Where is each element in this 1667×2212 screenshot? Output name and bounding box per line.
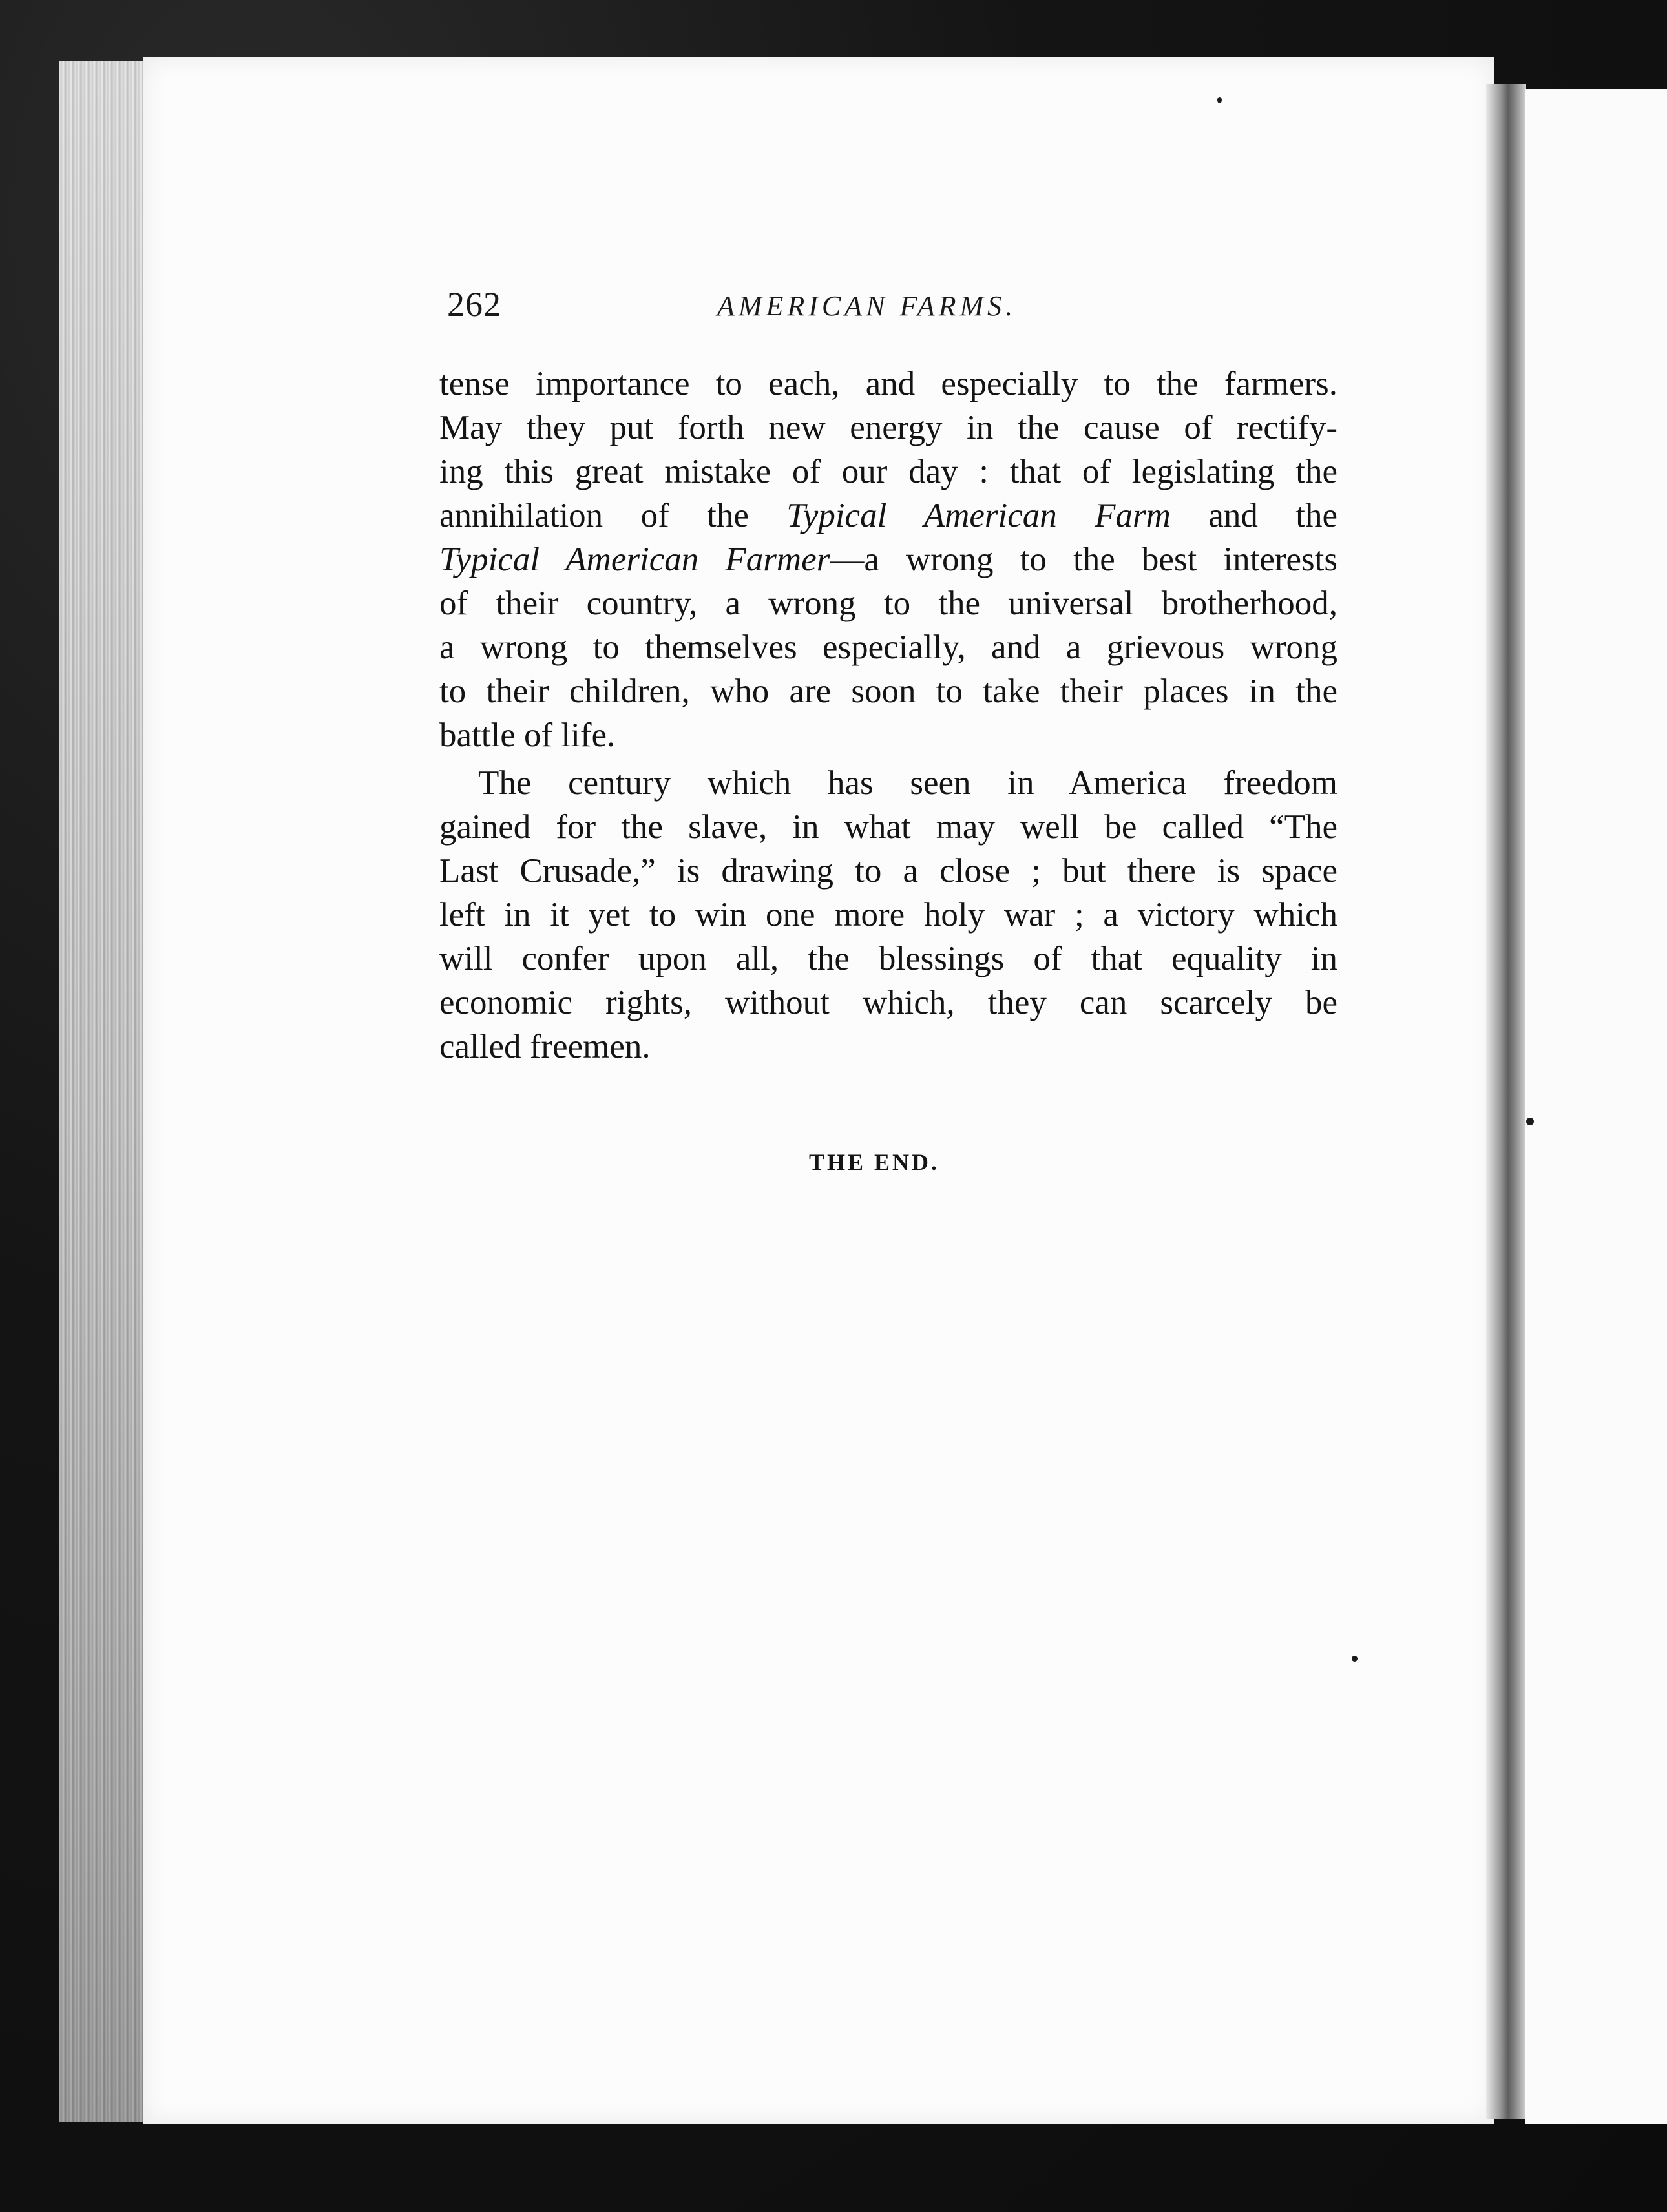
text-line: Last Crusade,” is drawing to a close ; but there is space — [439, 852, 1337, 890]
body-text — [439, 362, 1337, 1069]
text-line: a wrong to themselves especially, and a grievous wrong — [439, 629, 1337, 666]
ink-speck — [1352, 1656, 1358, 1662]
text-line: annihilation of the Typical American Farm and the — [439, 497, 1337, 534]
text-line: tense importance to each, and especially to the farmers. — [439, 365, 1337, 402]
ink-speck — [1526, 1118, 1534, 1125]
running-title: AMERICAN FARMS. — [717, 290, 1017, 322]
text-line: The century which has seen in America freedom — [478, 764, 1337, 802]
page-number: 262 — [447, 285, 501, 324]
text-line: will confer upon all, the blessings of that equality in — [439, 940, 1337, 977]
text-line: Typical American Farmer—a wrong to the best interests — [439, 541, 1338, 578]
facing-page — [1525, 89, 1667, 2124]
ink-speck — [1217, 97, 1222, 103]
running-head — [447, 284, 1339, 336]
text-line: to their children, who are soon to take their places in the — [439, 673, 1337, 710]
text-line: gained for the slave, in what may well be called “The — [439, 808, 1337, 846]
text-line: May they put forth new energy in the cause of rectify- — [439, 409, 1337, 446]
text-line: economic rights, without which, they can scarcely be — [439, 984, 1337, 1021]
text-line: ing this great mistake of our day : that of legislating the — [439, 453, 1337, 490]
text-line: battle of life. — [439, 716, 616, 754]
page-edges-shading — [59, 61, 145, 2122]
book-gutter — [1486, 84, 1526, 2119]
text-line: of their country, a wrong to the universal brotherhood, — [439, 585, 1337, 622]
text-line: left in it yet to win one more holy war ; a victory which — [439, 896, 1337, 934]
the-end-label: THE END. — [809, 1149, 940, 1175]
text-line: called freemen. — [439, 1028, 651, 1065]
